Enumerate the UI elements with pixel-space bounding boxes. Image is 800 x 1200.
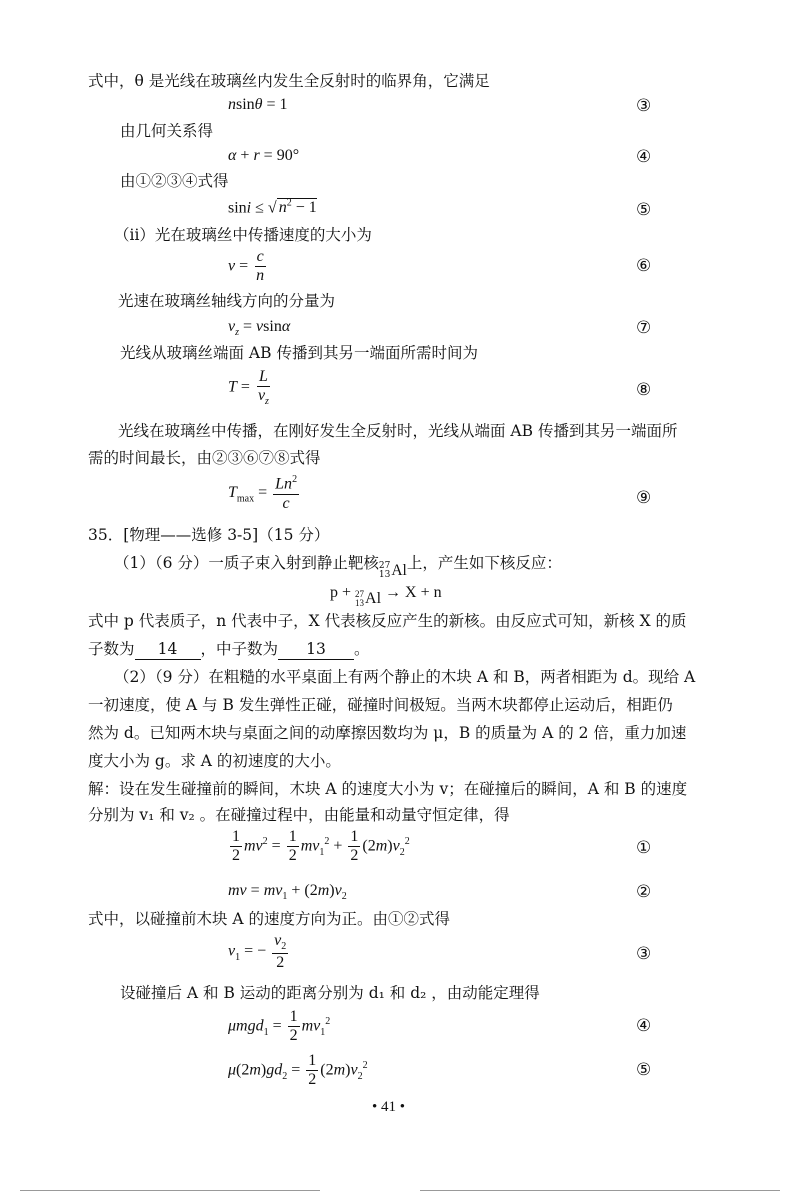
- equation-number: ⑤: [636, 1060, 652, 1080]
- equation-number: ③: [636, 944, 652, 964]
- text-line: （2）（9 分）在粗糙的水平桌面上有两个静止的木块 A 和 B，两者相距为 d。现给 A: [114, 668, 696, 686]
- text-line: 一初速度，使 A 与 B 发生弹性正碰，碰撞时间极短。当两木块都停止运动后，相距仍: [88, 696, 673, 714]
- equation-geometry: α + r = 90°: [228, 147, 300, 164]
- equation-critical-angle: nsinθ = 1: [228, 96, 288, 113]
- text-line: 式中 p 代表质子，n 代表中子，X 代表核反应产生的新核。由反应式可知，新核 X 的质: [88, 612, 687, 630]
- solution-line: 式中，以碰撞前木块 A 的速度方向为正。由①②式得: [88, 910, 451, 928]
- equation-number: ①: [636, 838, 652, 858]
- question-line: [114, 554, 562, 580]
- question-text: （1）（6 分）一质子束入射到静止靶核: [114, 554, 379, 572]
- answer-label: ，中子数为: [200, 640, 279, 658]
- equation-speed: v = $\frac{c}{n}$: [228, 248, 265, 285]
- text-line: 由①②③④式得: [120, 172, 229, 190]
- equation-number: ④: [636, 147, 652, 167]
- equation-tmax: $T_{max}$ = $\frac{Ln^2}{c}$: [228, 474, 298, 512]
- equation-number: ③: [636, 96, 652, 116]
- text-line: 需的时间最长，由②③⑥⑦⑧式得: [88, 449, 321, 467]
- text-line: 然为 d。已知两木块与桌面之间的动摩擦因数均为 μ，B 的质量为 A 的 2 倍，重力加速: [88, 724, 687, 742]
- equation-number: ⑧: [636, 380, 652, 400]
- equation-work-energy-a: μmgd$_1$ = $\frac{1}{2}$ $mv_1^2$: [228, 1008, 331, 1045]
- text-line: 光线从玻璃丝端面 AB 传播到其另一端面所需时间为: [120, 344, 478, 362]
- equation-sini: sini ≤ √ $n^2 - 1$: [228, 198, 317, 217]
- equation-number: ⑥: [636, 256, 652, 276]
- page-number: • 41 •: [372, 1099, 406, 1115]
- equation-number: ②: [636, 882, 652, 902]
- text-line: 光速在玻璃丝轴线方向的分量为: [118, 292, 336, 310]
- solution-line: 分别为 v₁ 和 v₂ 。在碰撞过程中，由能量和动量守恒定律，得: [88, 806, 510, 824]
- proton-number-answer: 14: [135, 640, 201, 660]
- equation-work-energy-b: $\mu(2m)gd_2$ = $\frac{1}{2}$ $(2m)v_2^2$: [228, 1052, 368, 1089]
- text-line: （ii）光在玻璃丝中传播速度的大小为: [114, 226, 372, 244]
- text-line: 由几何关系得: [120, 122, 214, 140]
- section-heading: 35．[物理——选修 3-5]（15 分）: [88, 526, 330, 544]
- nuclide-al27: 27 13 Al: [378, 561, 407, 580]
- equation-number: ⑦: [636, 318, 652, 338]
- equation-number: ⑤: [636, 200, 652, 220]
- equation-momentum-conservation: mv = $mv_1 + (2m)v_2$: [228, 882, 347, 903]
- text-line: 式中，θ 是光线在玻璃丝内发生全反射时的临界角，它满足: [88, 72, 490, 90]
- equation-time: T = $\frac{L}{v_z}$: [228, 368, 269, 408]
- answer-label: 子数为: [88, 640, 135, 658]
- equation-v1: $v_1$ = − $\frac{v_2}{2}$: [228, 932, 287, 971]
- equation-energy-conservation: $\frac{1}{2}$ $mv^2$ = $\frac{1}{2}$ $mv_1^2$ + $\frac{1}{2}$ $(2m)v_2^2$: [232, 828, 410, 865]
- solution-line: 设碰撞后 A 和 B 运动的距离分别为 d₁ 和 d₂ ，由动能定理得: [120, 984, 540, 1002]
- footer-rule: [0, 1182, 800, 1200]
- answer-line: [88, 640, 370, 660]
- text-line: 度大小为 g。求 A 的初速度的大小。: [88, 752, 341, 770]
- question-text: 上，产生如下核反应：: [406, 554, 562, 572]
- equation-axial-component: $v_z = vsin\alpha$: [228, 318, 291, 339]
- answer-end: 。: [354, 640, 370, 658]
- solution-line: 解：设在发生碰撞前的瞬间，木块 A 的速度大小为 v；在碰撞后的瞬间，A 和 B 的速度: [88, 780, 688, 798]
- text-line: 光线在玻璃丝中传播，在刚好发生全反射时，光线从端面 AB 传播到其另一端面所: [118, 422, 678, 440]
- equation-number: ④: [636, 1016, 652, 1036]
- equation-number: ⑨: [636, 488, 652, 508]
- nuclear-reaction-equation: p + 27 13 Al → X + n: [330, 584, 442, 608]
- neutron-number-answer: 13: [278, 640, 354, 660]
